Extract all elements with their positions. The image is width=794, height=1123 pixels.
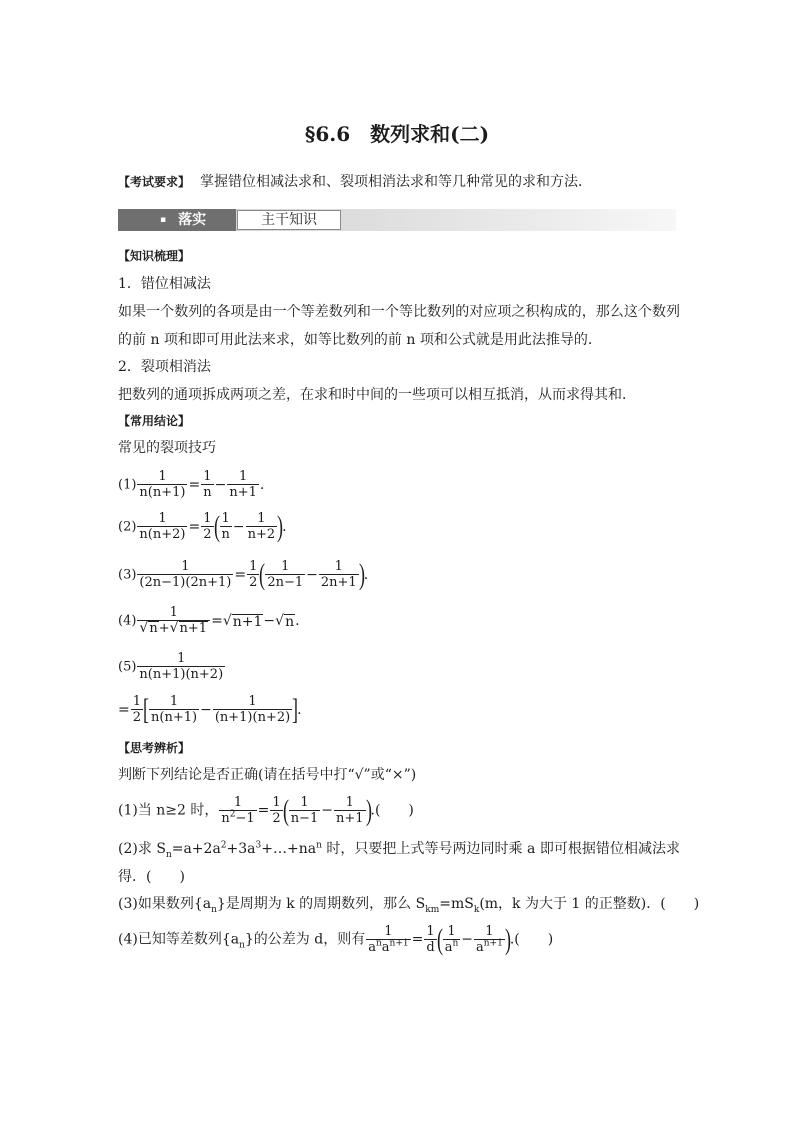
math-text: =mS xyxy=(439,896,474,912)
math-text: n(n+1)(n+2) xyxy=(139,667,224,682)
fraction xyxy=(219,795,256,826)
numerator xyxy=(246,511,278,527)
formula-expression xyxy=(136,557,369,591)
fraction xyxy=(424,924,436,955)
requirement-text: 掌握错位相减法求和、裂项相消法求和等几种常见的求和方法． xyxy=(200,174,593,190)
banner-tag: 落实 xyxy=(178,212,207,228)
math-text: 1 xyxy=(334,559,343,574)
fraction xyxy=(270,795,282,826)
formula-label: (5) xyxy=(118,659,137,675)
radicand xyxy=(284,614,295,629)
thinking-intro: 判断下列结论是否正确(请在括号中打“√”或“×”) xyxy=(118,767,417,783)
denominator xyxy=(149,710,199,725)
math-text: n(n+1) xyxy=(139,485,186,500)
fraction xyxy=(265,559,305,590)
math-text: 1 xyxy=(485,924,494,939)
fraction xyxy=(149,694,199,725)
math-text: 时，只要把上式等号两边同时乘 a 即可根据错位相减法求 xyxy=(321,841,681,857)
numerator xyxy=(227,469,259,485)
numerator xyxy=(366,924,410,940)
math-text: 2 xyxy=(203,527,212,542)
math-text: (4)已知等差数列{a xyxy=(118,931,240,948)
math-text: n xyxy=(221,811,230,826)
large-bracket: ( xyxy=(436,922,443,956)
math-text: n(n+1) xyxy=(151,710,198,725)
math-text: . xyxy=(282,518,287,535)
numerator xyxy=(137,469,187,485)
denominator xyxy=(443,940,461,955)
math-text: 1 xyxy=(158,469,167,484)
math-text: +…+na xyxy=(261,841,317,857)
fraction xyxy=(137,605,210,636)
formula-expression xyxy=(136,651,226,682)
math-text: a xyxy=(381,940,390,955)
subscript: n xyxy=(211,904,217,915)
math-text: 1 xyxy=(281,559,290,574)
square-root xyxy=(170,621,208,636)
formula-label: (3) xyxy=(118,567,137,583)
math-text: a xyxy=(475,940,484,955)
numerator xyxy=(131,694,143,710)
requirement-tag: 【考试要求】 xyxy=(118,175,191,189)
denominator xyxy=(137,527,187,542)
math-text: − xyxy=(232,518,245,535)
math-text: 1 xyxy=(177,651,186,666)
numerator xyxy=(137,511,187,527)
numerator xyxy=(213,694,292,710)
denominator xyxy=(220,527,232,542)
paragraph-line: 把数列的通项拆成两项之差，在求和时中间的一些项可以相互抵消，从而求得其和． xyxy=(118,387,636,403)
math-text: 1 xyxy=(203,511,212,526)
superscript: n xyxy=(452,938,459,949)
formula-label: (4) xyxy=(118,613,137,629)
formula-label: (1) xyxy=(118,477,137,493)
math-text: 1 xyxy=(272,795,281,810)
math-text: 1 xyxy=(249,559,258,574)
math-text: = xyxy=(118,701,130,718)
superscript: n xyxy=(316,840,322,851)
math-text: 1 xyxy=(248,694,257,709)
math-text: (1)当 n≥2 时， xyxy=(118,802,219,819)
fraction xyxy=(137,651,225,682)
radicand xyxy=(232,614,264,629)
denominator xyxy=(270,811,282,826)
math-text: n xyxy=(203,485,212,500)
math-text: 2 xyxy=(249,575,258,590)
conclusions-intro: 常见的裂项技巧 xyxy=(118,440,216,456)
math-text: 2 xyxy=(272,811,281,826)
math-text: a xyxy=(368,940,376,955)
math-text: 1 xyxy=(233,795,243,810)
numerator xyxy=(149,694,199,710)
denominator xyxy=(137,667,225,682)
math-text: =a+2a xyxy=(171,841,221,857)
large-bracket: ) xyxy=(277,509,284,543)
conclusions-heading: 【常用结论】 xyxy=(118,414,191,428)
fraction xyxy=(474,924,505,955)
judgment-item-2-continuation xyxy=(118,867,185,887)
denominator xyxy=(201,485,213,500)
numerator xyxy=(220,511,232,527)
math-text: − xyxy=(306,566,318,583)
superscript: n+1 xyxy=(389,938,409,949)
math-text: −1 xyxy=(235,811,255,826)
math-text: .( ) xyxy=(370,802,414,819)
radicand xyxy=(179,621,209,636)
math-text: 1 xyxy=(158,511,167,526)
paragraph-line: 如果一个数列的各项是由一个等差数列和一个等比数列的对应项之积构成的，那么这个数列 xyxy=(118,304,680,320)
math-text: . xyxy=(259,476,265,493)
fraction xyxy=(319,559,359,590)
formula-label: (2) xyxy=(118,519,137,535)
numerator xyxy=(289,795,321,811)
math-text: = xyxy=(211,612,223,629)
formula-expression xyxy=(136,605,300,636)
large-bracket: ) xyxy=(365,793,372,827)
radical-sign: √ xyxy=(169,620,179,636)
large-bracket: ( xyxy=(213,509,220,543)
math-text: 1 xyxy=(203,469,212,484)
math-text: = xyxy=(234,566,247,583)
math-text: = xyxy=(188,518,201,535)
denominator xyxy=(474,940,505,955)
math-text: n+1 xyxy=(335,811,364,826)
math-text: 2n+1 xyxy=(320,575,357,590)
denominator xyxy=(213,710,292,725)
formula-1 xyxy=(118,469,264,500)
denominator xyxy=(366,940,410,955)
math-text: 1 xyxy=(221,511,230,526)
numerator xyxy=(319,559,359,575)
math-text: 1 xyxy=(345,795,354,810)
math-text: − xyxy=(321,802,333,819)
denominator xyxy=(137,575,233,590)
denominator xyxy=(137,621,210,636)
math-text: (m，k 为大于 1 的正整数)．( ) xyxy=(479,896,700,912)
numerator xyxy=(270,795,282,811)
paragraph-line: 的前 n 项和即可用此法来求，如等比数列的前 n 项和公式就是用此法推导的． xyxy=(118,332,602,348)
fraction xyxy=(246,511,278,542)
denominator xyxy=(424,940,436,955)
radicand xyxy=(148,621,158,636)
math-text: − xyxy=(200,701,212,718)
large-bracket: [ xyxy=(143,692,150,726)
denominator xyxy=(265,575,305,590)
math-text: n+1 xyxy=(179,621,208,636)
denominator xyxy=(131,710,143,725)
math-text: 1 xyxy=(426,924,435,939)
math-text: d xyxy=(426,940,435,955)
section-banner xyxy=(118,209,676,231)
numerator xyxy=(137,559,233,575)
math-text: n+1 xyxy=(229,485,257,500)
math-text: n xyxy=(221,527,230,542)
denominator xyxy=(219,811,256,826)
large-bracket: ( xyxy=(282,793,289,827)
numerator xyxy=(137,605,210,621)
knowledge-heading: 【知识梳理】 xyxy=(118,249,191,263)
numerator xyxy=(201,511,213,527)
formula-4 xyxy=(118,605,300,636)
math-text: 2n−1 xyxy=(267,575,304,590)
fraction xyxy=(137,469,187,500)
section-title: 1．错位相减法 xyxy=(118,276,211,292)
denominator xyxy=(319,575,359,590)
judgment-item-3 xyxy=(118,894,699,914)
fraction xyxy=(201,469,213,500)
math-text: 1 xyxy=(238,469,248,484)
numerator xyxy=(137,651,225,667)
math-text: }是周期为 k 的周期数列，那么 S xyxy=(216,896,426,912)
math-text: 1 xyxy=(384,924,393,939)
square-root xyxy=(275,614,295,629)
math-text: − xyxy=(263,612,276,629)
fraction xyxy=(213,694,292,725)
fraction xyxy=(334,795,366,826)
page-title: §6.6 数列求和(二) xyxy=(304,122,490,146)
large-bracket: ) xyxy=(504,922,511,956)
subscript: n xyxy=(239,940,245,951)
square-root xyxy=(139,621,158,636)
math-text: + xyxy=(158,621,170,636)
math-text: n+2 xyxy=(247,527,276,542)
numerator xyxy=(201,469,213,485)
math-text: n xyxy=(285,613,295,630)
formula-expression xyxy=(136,509,287,543)
denominator xyxy=(289,811,321,826)
numerator xyxy=(219,795,256,811)
fraction xyxy=(247,559,259,590)
fraction xyxy=(137,559,233,590)
subscript: n xyxy=(165,849,172,860)
formula-3 xyxy=(118,559,368,590)
subscript: km xyxy=(425,904,440,915)
math-text: . xyxy=(297,701,302,718)
radical-sign: √ xyxy=(222,612,232,629)
large-bracket: ( xyxy=(259,557,266,591)
formula-expression xyxy=(136,469,265,500)
math-text: }的公差为 d，则有 xyxy=(244,931,366,948)
thinking-heading: 【思考辨析】 xyxy=(118,741,191,755)
numerator xyxy=(334,795,366,811)
math-text: (n+1)(n+2) xyxy=(214,710,291,725)
banner-label: 主干知识 xyxy=(237,210,341,230)
math-text: − xyxy=(461,931,473,948)
judgment-item-2 xyxy=(118,839,680,859)
numerator xyxy=(247,559,259,575)
math-text: − xyxy=(214,476,227,493)
large-bracket: ) xyxy=(358,557,365,591)
superscript: 2 xyxy=(220,840,227,851)
fraction xyxy=(137,511,187,542)
fraction xyxy=(443,924,461,955)
math-text: n−1 xyxy=(290,811,319,826)
math-text: 1 xyxy=(257,511,266,526)
banner-tag-block xyxy=(118,209,236,231)
radical-sign: √ xyxy=(139,620,149,636)
formula-expression xyxy=(118,692,302,726)
formula-2 xyxy=(118,511,287,542)
math-text: (2n−1)(2n+1) xyxy=(139,575,232,590)
superscript: 2 xyxy=(229,809,236,820)
radical-sign: √ xyxy=(275,612,285,629)
math-text: .( ) xyxy=(509,931,554,948)
math-text: 1 xyxy=(169,605,178,620)
math-text: = xyxy=(411,931,424,948)
math-text: 1 xyxy=(300,795,309,810)
math-text: = xyxy=(257,802,270,819)
formula-5 xyxy=(118,651,226,682)
math-text: 1 xyxy=(447,924,456,939)
denominator xyxy=(334,811,366,826)
fraction xyxy=(220,511,232,542)
math-text: . xyxy=(295,612,300,629)
square-root xyxy=(223,614,264,629)
fraction xyxy=(227,469,259,500)
fraction xyxy=(131,694,143,725)
numerator xyxy=(424,924,436,940)
superscript: n+1 xyxy=(483,938,503,949)
math-text: (3)如果数列{a xyxy=(118,896,212,912)
math-text: 1 xyxy=(132,694,142,709)
numerator xyxy=(443,924,461,940)
math-text: n xyxy=(149,621,158,636)
math-text: 2 xyxy=(132,710,142,725)
math-text: +3a xyxy=(226,841,256,857)
math-text: a xyxy=(444,940,453,955)
superscript: n xyxy=(375,938,382,949)
subscript: k xyxy=(473,904,480,915)
numerator xyxy=(265,559,305,575)
formula-5-continuation xyxy=(118,694,302,725)
math-text: n(n+2) xyxy=(139,527,186,542)
section-title: 2．裂项相消法 xyxy=(118,359,211,375)
denominator xyxy=(137,485,187,500)
judgment-item-4 xyxy=(118,924,553,955)
math-text: = xyxy=(188,476,201,493)
math-text: n+1 xyxy=(232,613,263,630)
judgment-item-1 xyxy=(118,795,414,826)
fraction xyxy=(201,511,213,542)
superscript: 3 xyxy=(255,840,262,851)
math-text: . xyxy=(363,566,369,583)
math-text: (2)求 S xyxy=(118,841,166,857)
denominator xyxy=(247,575,259,590)
math-text: 1 xyxy=(169,694,179,709)
bullet-icon: ▪ xyxy=(160,215,167,225)
math-text: 得．( ) xyxy=(118,869,185,885)
fraction xyxy=(289,795,321,826)
exam-requirement xyxy=(118,172,592,192)
numerator xyxy=(474,924,505,940)
denominator xyxy=(227,485,259,500)
denominator xyxy=(246,527,278,542)
large-bracket: ] xyxy=(292,692,299,726)
fraction xyxy=(366,924,410,955)
math-text: 1 xyxy=(181,559,190,574)
denominator xyxy=(201,527,213,542)
